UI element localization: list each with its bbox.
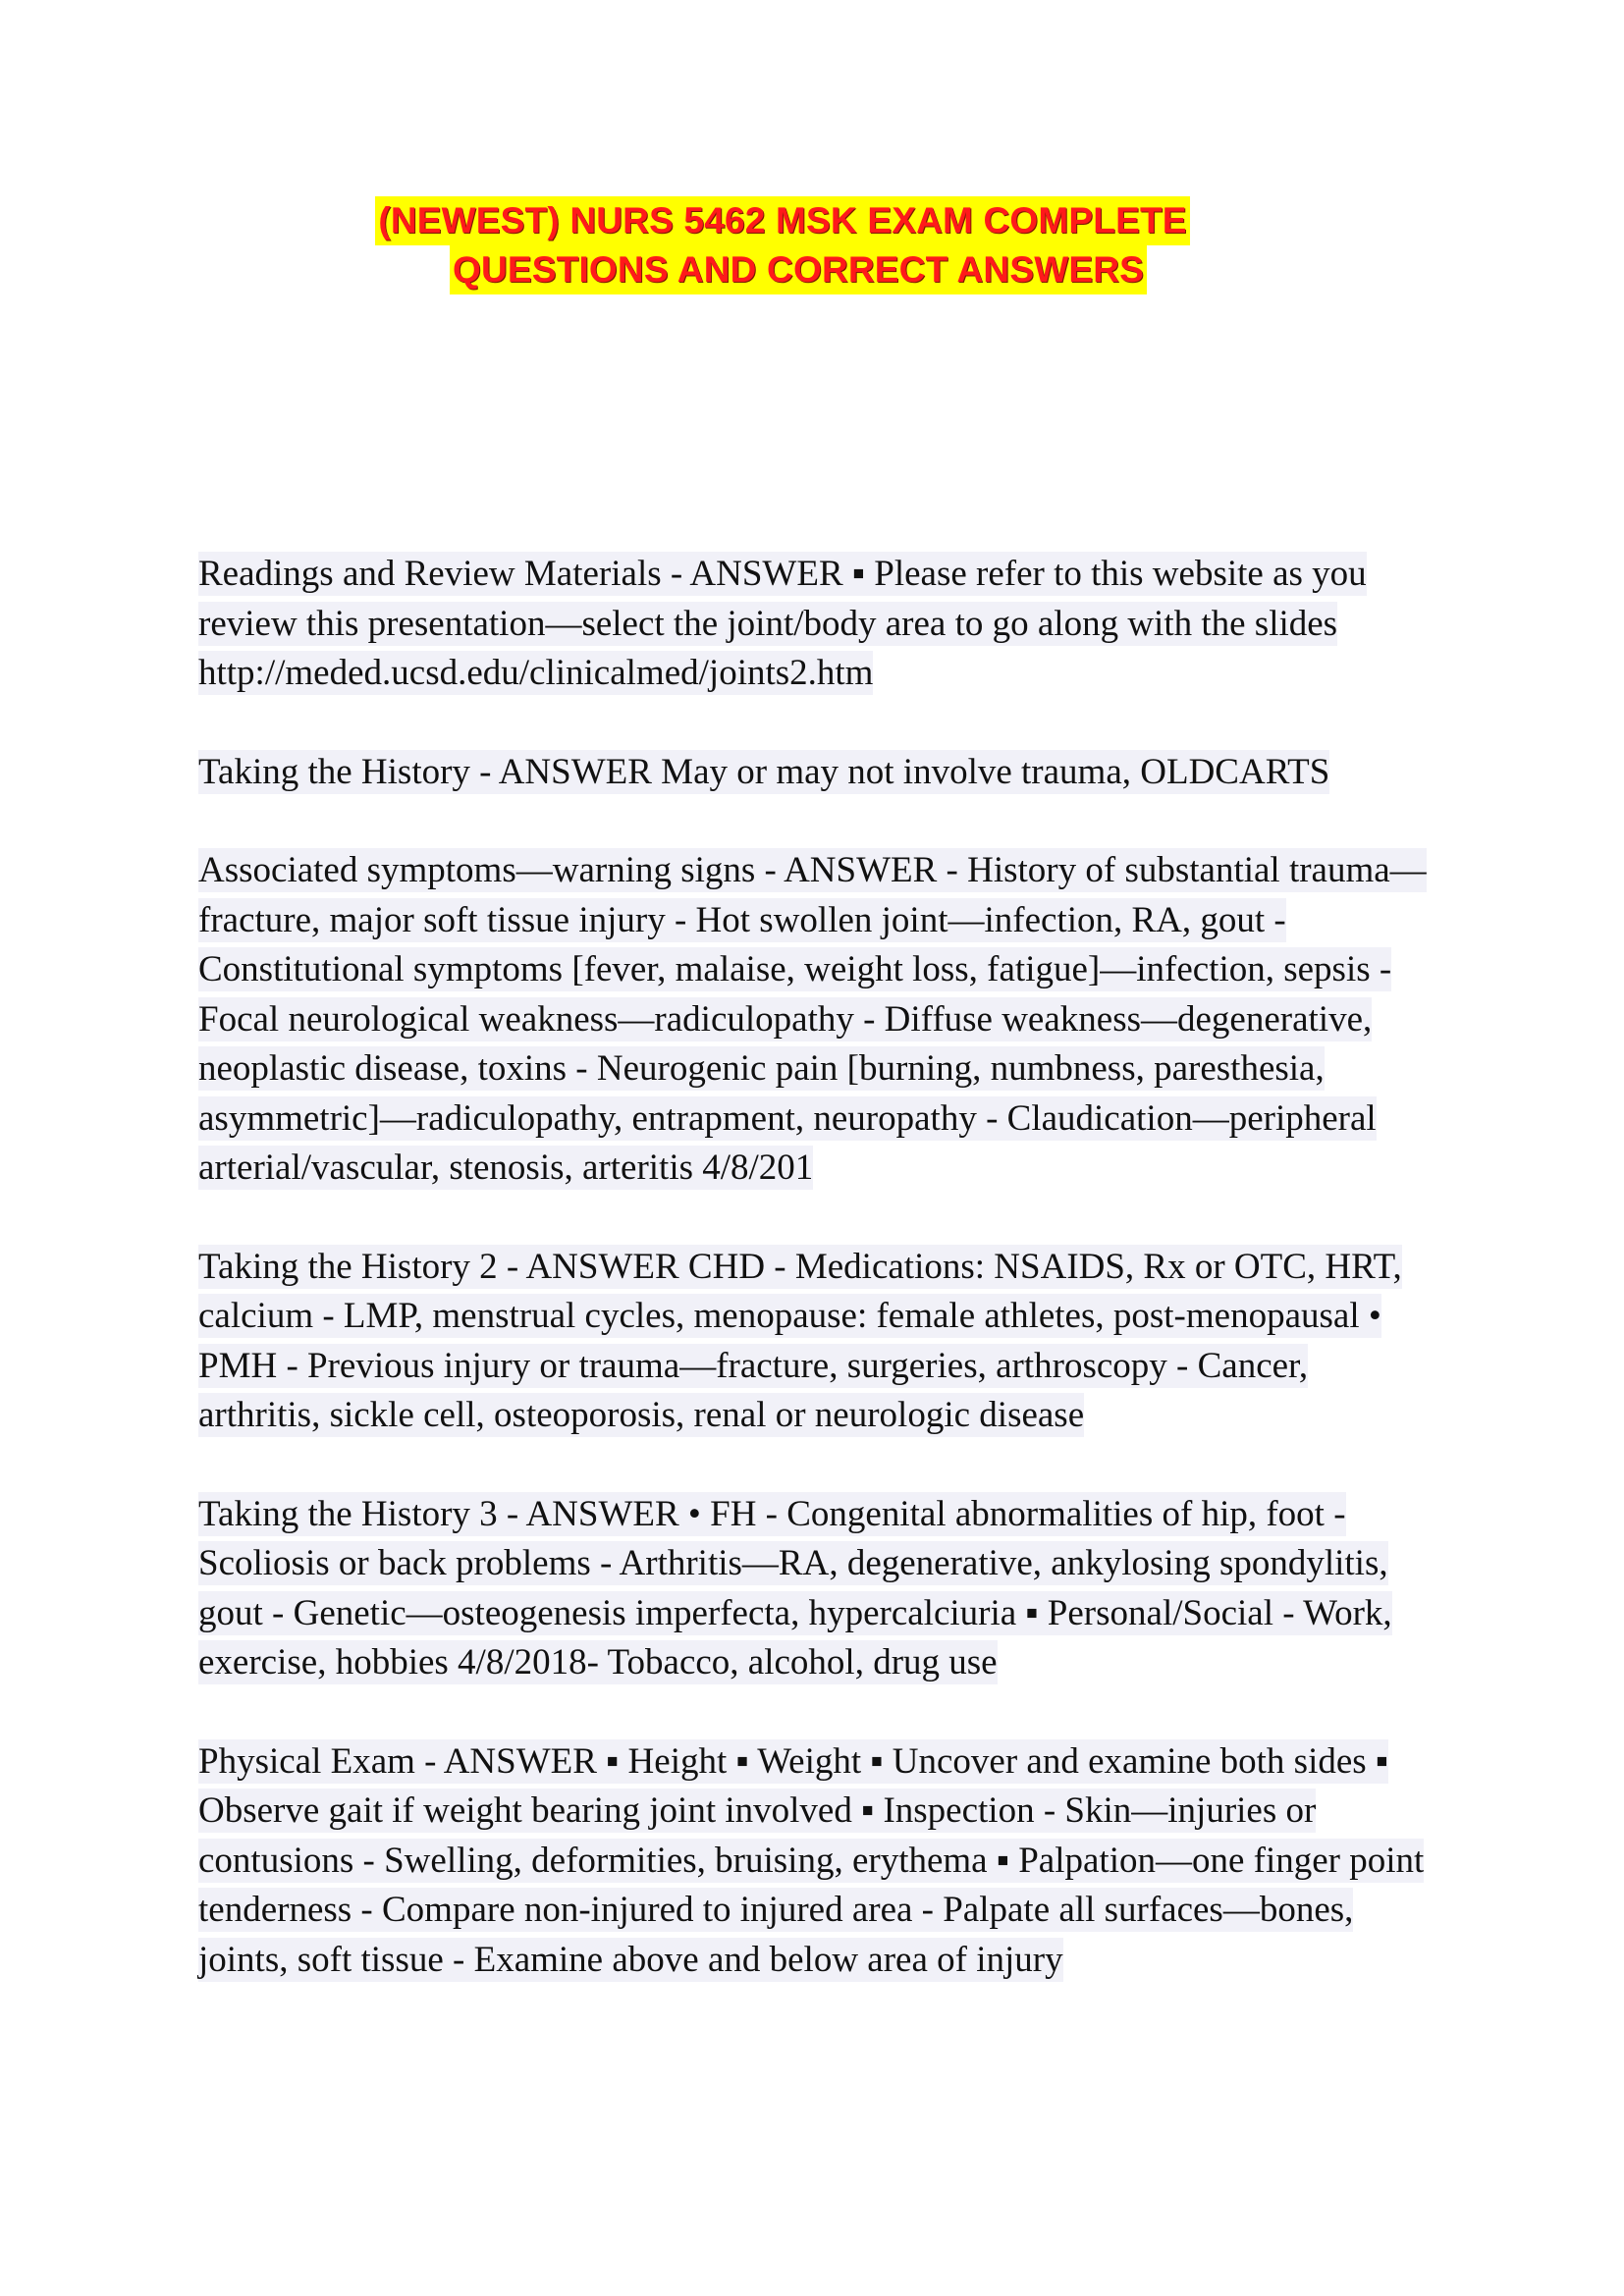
qa-entry — [198, 748, 1435, 798]
title-line-2: QUESTIONS AND CORRECT ANSWERS — [450, 245, 1147, 294]
qa-entry-text: Readings and Review Materials - ANSWER ▪ Please refer to this website as you review this presentation—select the joint/body area to go along with the slides http://meded.ucsd.edu/clinicalmed/joints2.htm — [198, 554, 1367, 693]
qa-entry — [198, 1490, 1435, 1688]
qa-entry-text: Associated symptoms—warning signs - ANSWER - History of substantial trauma—fracture, major soft tissue injury - Hot swollen joint—infection, RA, gout - Constitutional symptoms [fever, malaise, weight loss, fatigue]—infection, sepsis - Focal neurological weakness—radiculopathy - Diffuse weakness—degenerative, neoplastic disease, toxins - Neurogenic pain [burning, numbness, paresthesia, asymmetric]—radiculopathy, entrapment, neuropathy - Claudication—peripheral arterial/vascular, stenosis, arteritis 4/8/201 — [198, 850, 1427, 1188]
qa-entry — [198, 550, 1435, 699]
qa-entry — [198, 1243, 1435, 1441]
qa-list — [198, 550, 1435, 2034]
qa-entry-text: Taking the History 3 - ANSWER • FH - Congenital abnormalities of hip, foot - Scoliosis or back problems - Arthritis—RA, degenerative, ankylosing spondylitis, gout - Genetic—osteogenesis imperfecta, hypercalciuria ▪ Personal/Social - Work, exercise, hobbies 4/8/2018- Tobacco, alcohol, drug use — [198, 1493, 1392, 1682]
title-line-1: (NEWEST) NURS 5462 MSK EXAM COMPLETE — [375, 196, 1189, 245]
qa-entry — [198, 846, 1435, 1194]
document-title — [0, 196, 1624, 294]
qa-entry-text: Taking the History - ANSWER May or may not involve trauma, OLDCARTS — [198, 751, 1330, 792]
qa-entry-text: Taking the History 2 - ANSWER CHD - Medications: NSAIDS, Rx or OTC, HRT, calcium - LMP, menstrual cycles, menopause: female athletes, post-menopausal • PMH - Previous injury or trauma—fracture, surgeries, arthroscopy - Cancer, arthritis, sickle cell, osteoporosis, renal or neurologic disease — [198, 1246, 1402, 1435]
qa-entry-text: Physical Exam - ANSWER ▪ Height ▪ Weight ▪ Uncover and examine both sides ▪ Observe gait if weight bearing joint involved ▪ Inspection - Skin—injuries or contusions - Swelling, deformities, bruising, erythema ▪ Palpation—one finger point tenderness - Compare non-injured to injured area - Palpate all surfaces—bones, joints, soft tissue - Examine above and below area of injury — [198, 1740, 1425, 1980]
qa-entry — [198, 1737, 1435, 1986]
